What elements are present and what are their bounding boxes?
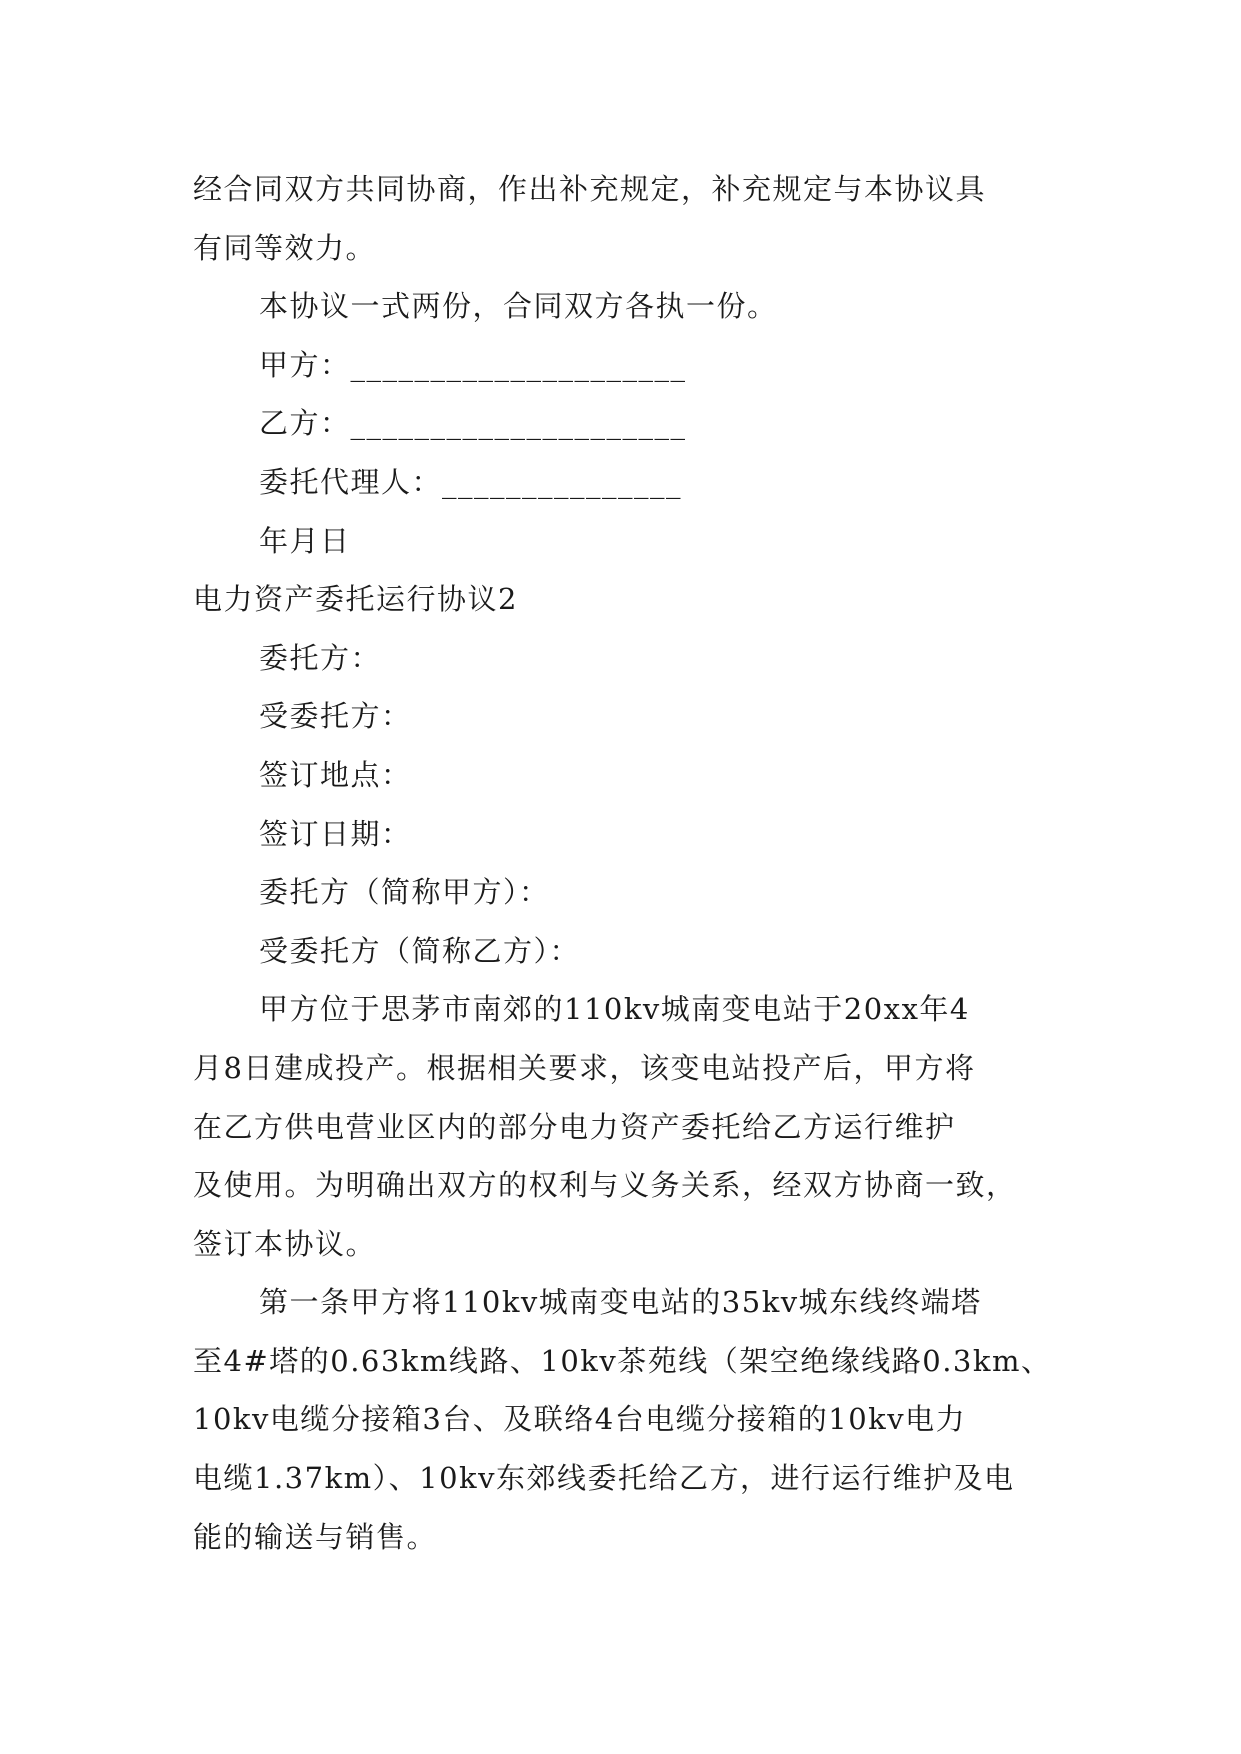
field-trustee: 受委托方： <box>259 699 412 734</box>
paragraph-line: 签订本协议。 <box>193 1226 377 1261</box>
article-1-line: 电缆1.37km）、10kv东郊线委托给乙方，进行运行维护及电 <box>193 1461 1015 1496</box>
article-1-line: 能的输送与销售。 <box>193 1519 438 1554</box>
field-party-b: 受委托方（简称乙方）： <box>259 933 581 968</box>
paragraph-line: 有同等效力。 <box>193 230 377 265</box>
party-a-signature-line: 甲方：_____________________ <box>259 347 687 382</box>
agent-signature-line: 委托代理人：_______________ <box>259 464 683 499</box>
article-1-line: 第一条甲方将110kv城南变电站的35kv城东线终端塔 <box>259 1285 982 1320</box>
field-signing-place: 签订地点： <box>259 757 412 792</box>
document-body <box>193 160 1053 1566</box>
paragraph-line: 本协议一式两份，合同双方各执一份。 <box>259 289 778 324</box>
date-line: 年月日 <box>259 523 351 558</box>
article-1-line: 10kv电缆分接箱3台、及联络4台电缆分接箱的10kv电力 <box>193 1402 967 1437</box>
field-signing-date: 签订日期： <box>259 816 412 851</box>
party-b-signature-line: 乙方：_____________________ <box>259 406 687 441</box>
paragraph-line: 及使用。为明确出双方的权利与义务关系，经双方协商一致， <box>193 1168 1017 1203</box>
paragraph-line: 经合同双方共同协商，作出补充规定，补充规定与本协议具 <box>193 172 987 206</box>
article-1-line: 至4#塔的0.63km线路、10kv茶苑线（架空绝缘线路0.3km、 <box>193 1343 1052 1378</box>
paragraph-line: 甲方位于思茅市南郊的110kv城南变电站于20xx年4 <box>259 992 970 1027</box>
paragraph-line: 月8日建成投产。根据相关要求，该变电站投产后，甲方将 <box>193 1050 976 1085</box>
paragraph-line: 在乙方供电营业区内的部分电力资产委托给乙方运行维护 <box>193 1109 956 1144</box>
section-title: 电力资产委托运行协议2 <box>193 582 518 617</box>
field-principal: 委托方： <box>259 640 382 675</box>
field-party-a: 委托方（简称甲方）： <box>259 875 550 910</box>
